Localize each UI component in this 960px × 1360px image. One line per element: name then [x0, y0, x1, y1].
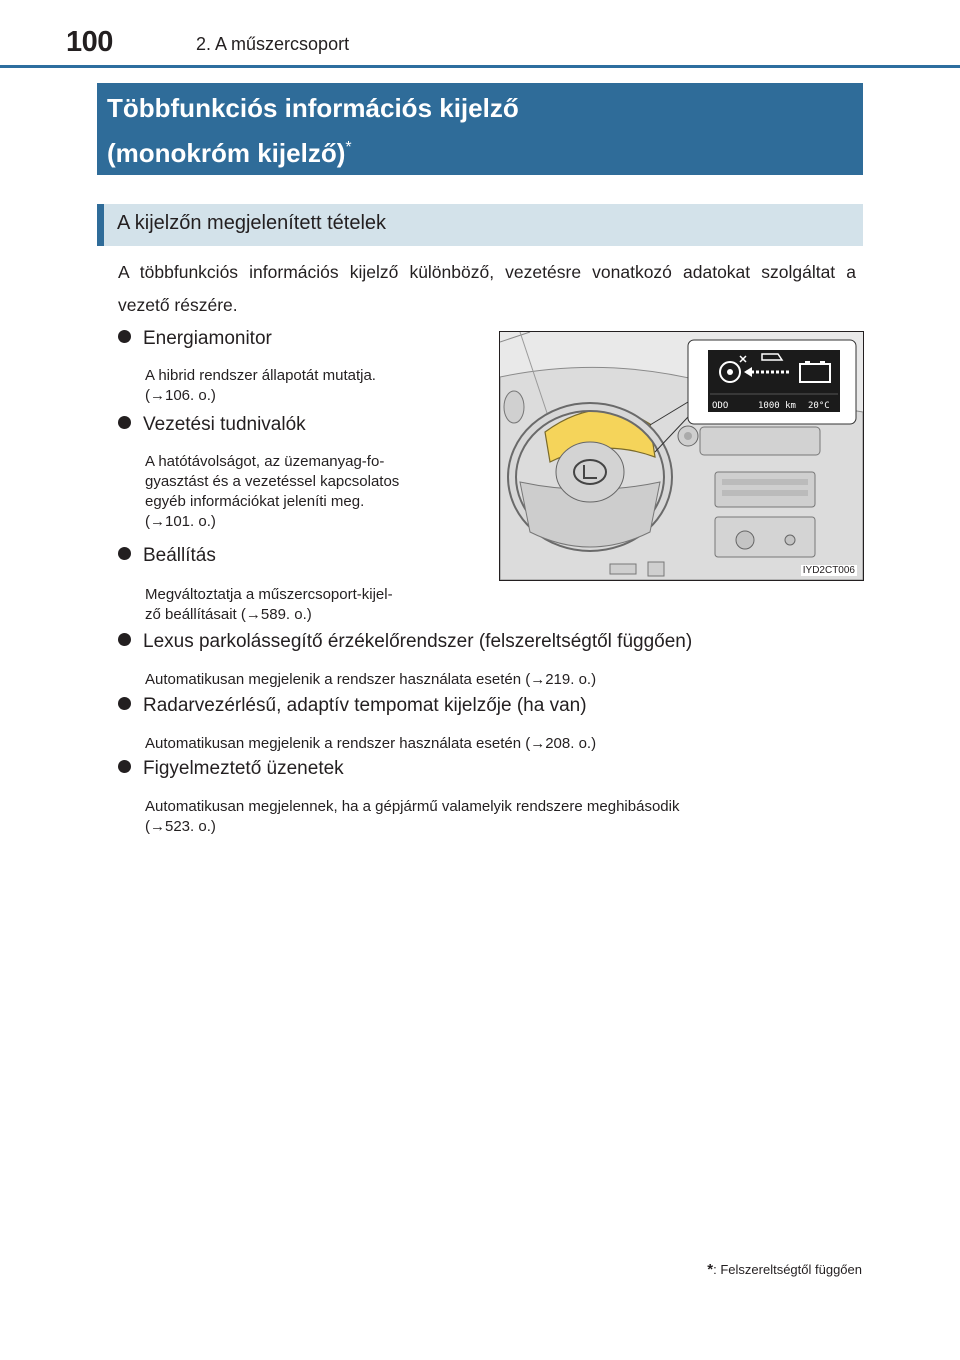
list-item-title: Energiamonitor: [118, 328, 272, 350]
page-title-band: [97, 83, 863, 175]
list-item-desc: Automatikusan megjelenik a rendszer használata esetén (→219. o.): [145, 671, 597, 688]
list-item-desc: Automatikusan megjelennek, ha a gépjármű valamelyik rendszere meghibásodik (→523. o.): [145, 798, 680, 835]
section-heading: A kijelzőn megjelenített tételek: [117, 212, 387, 234]
bullet-icon: [118, 416, 131, 429]
bullet-icon: [118, 697, 131, 710]
footnote: [707, 1261, 862, 1278]
section-heading-band: [97, 204, 863, 246]
list-item-title: Radarvezérlésű, adaptív tempomat kijelzője (ha van): [118, 695, 587, 717]
list-item-title: Vezetési tudnivalók: [118, 414, 306, 436]
bullet-icon: [118, 760, 131, 773]
dashboard-illustration: [499, 331, 864, 581]
footnote-text: : Felszereltségtől függően: [713, 1262, 862, 1277]
page-number: 100: [66, 26, 113, 58]
list-item-desc: Megváltoztatja a műszercsoport-kijel- ző beállításait (→589. o.): [145, 586, 393, 623]
list-item-title: Figyelmeztető üzenetek: [118, 758, 344, 780]
footnote-mark: *: [707, 1261, 714, 1278]
asterisk-mark: *: [345, 139, 352, 156]
page-header: [66, 26, 956, 66]
figure-code: IYD2CT006: [802, 565, 855, 576]
list-item-desc: Automatikusan megjelenik a rendszer használata esetén (→208. o.): [145, 735, 597, 752]
chapter-title: 2. A műszercsoport: [196, 34, 350, 54]
display-distance: 1000 km: [758, 401, 796, 411]
bullet-icon: [118, 330, 131, 343]
display-odo-label: ODO: [712, 401, 729, 411]
list-item-title: Lexus parkolássegítő érzékelőrendszer (felszereltségtől függően): [118, 631, 692, 653]
page-title: [107, 88, 519, 173]
display-temperature: 20°C: [808, 401, 830, 411]
intro-paragraph: A többfunkciós információs kijelző különböző, vezetésre vonatkozó adatokat szolgáltat a vezető részére.: [118, 262, 856, 315]
bullet-icon: [118, 633, 131, 646]
page-title-line1: Többfunkciós információs kijelző: [107, 93, 519, 123]
list-item-desc: A hatótávolságot, az üzemanyag-fo- gyasztást és a vezetéssel kapcsolatos egyéb információkat jeleníti meg. (→101. o.): [145, 453, 400, 530]
section-accent-bar: [97, 204, 104, 246]
dashboard-drawing: [500, 332, 863, 580]
header-rule: [0, 65, 960, 68]
bullet-icon: [118, 547, 131, 560]
page-title-line2: (monokróm kijelző): [107, 138, 346, 168]
list-item-title: Beállítás: [118, 545, 216, 567]
list-item-desc: A hibrid rendszer állapotát mutatja. (→106. o.): [145, 367, 376, 404]
